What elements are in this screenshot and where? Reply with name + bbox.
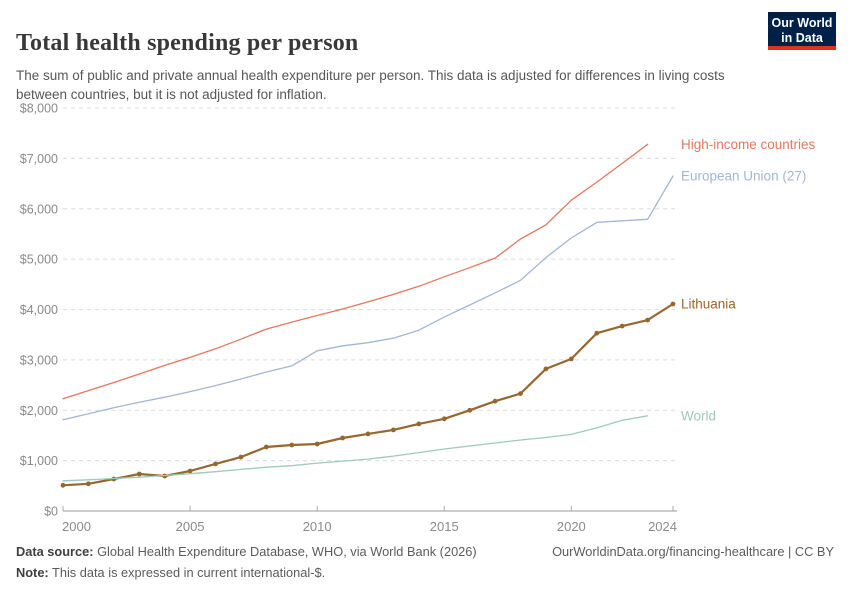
- series-marker-lithuania: [239, 455, 244, 460]
- note-line: [16, 565, 325, 580]
- series-label-high-income-countries[interactable]: High-income countries: [681, 136, 816, 152]
- logo-line1: Our World: [771, 16, 833, 30]
- y-axis-tick-label: $5,000: [19, 252, 58, 267]
- y-axis-tick-label: $7,000: [19, 151, 58, 166]
- series-marker-lithuania: [86, 481, 91, 486]
- series-marker-lithuania: [340, 436, 345, 441]
- citation-link[interactable]: OurWorldinData.org/financing-healthcare | CC BY: [552, 544, 834, 559]
- y-axis-tick-label: $6,000: [19, 202, 58, 217]
- data-source-line: [16, 544, 477, 559]
- data-source-label: Data source:: [16, 544, 94, 559]
- x-axis-tick-label: 2005: [175, 519, 205, 534]
- x-axis-tick-label: 2020: [556, 519, 586, 534]
- series-marker-lithuania: [213, 462, 218, 467]
- x-axis-tick-label: 2015: [429, 519, 459, 534]
- series-marker-lithuania: [264, 445, 269, 450]
- series-marker-lithuania: [416, 422, 421, 427]
- series-marker-lithuania: [289, 443, 294, 448]
- series-line-european-union-27[interactable]: [63, 176, 673, 420]
- series-marker-lithuania: [645, 318, 650, 323]
- series-label-world[interactable]: World: [681, 408, 717, 424]
- x-axis-tick-label: 2000: [62, 519, 91, 534]
- series-marker-lithuania: [544, 367, 549, 372]
- series-marker-lithuania: [315, 442, 320, 447]
- note-text: This data is expressed in current international-$.: [48, 565, 326, 580]
- series-marker-lithuania: [467, 408, 472, 413]
- y-axis-tick-label: $0: [44, 504, 58, 519]
- series-marker-lithuania: [391, 428, 396, 433]
- y-axis-tick-label: $4,000: [19, 303, 58, 317]
- page-title: Total health spending per person: [16, 30, 359, 57]
- series-marker-lithuania: [518, 391, 523, 396]
- series-line-lithuania[interactable]: [63, 304, 673, 485]
- series-label-lithuania[interactable]: Lithuania: [681, 296, 736, 312]
- chart-subtitle: The sum of public and private annual health expenditure per person. This data is adjusted for differences in living costs between countries, but it is not adjusted for inflation.: [16, 67, 725, 103]
- y-axis-tick-label: $2,000: [19, 403, 58, 418]
- logo-line2: in Data: [781, 31, 823, 45]
- series-marker-lithuania: [188, 469, 193, 474]
- series-marker-lithuania: [620, 324, 625, 329]
- series-marker-lithuania: [61, 483, 66, 488]
- x-axis-tick-label: 2010: [302, 519, 332, 534]
- series-marker-lithuania: [569, 357, 574, 362]
- series-line-world[interactable]: [63, 416, 648, 481]
- series-marker-lithuania: [137, 472, 142, 477]
- data-source-text: Global Health Expenditure Database, WHO, via World Bank (2026): [93, 544, 477, 559]
- series-marker-lithuania: [671, 302, 676, 307]
- y-axis-tick-label: $3,000: [19, 353, 58, 368]
- series-label-european-union-27[interactable]: European Union (27): [681, 168, 807, 184]
- series-marker-lithuania: [442, 416, 447, 421]
- note-label: Note:: [16, 565, 49, 580]
- series-line-high-income-countries[interactable]: [63, 144, 648, 398]
- series-marker-lithuania: [493, 399, 498, 404]
- y-axis-tick-label: $8,000: [19, 101, 58, 116]
- x-axis-tick-label: 2024: [648, 519, 677, 534]
- series-marker-lithuania: [366, 432, 371, 437]
- series-marker-lithuania: [594, 331, 599, 336]
- y-axis-tick-label: $1,000: [19, 454, 58, 469]
